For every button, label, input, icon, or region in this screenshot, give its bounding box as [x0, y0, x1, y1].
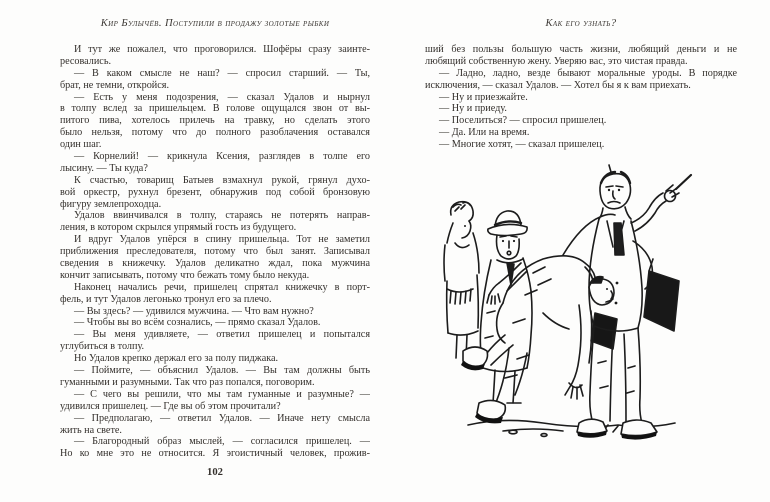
text-line: гуманными и разумными. Так что раз попался, поговорим. — [60, 376, 315, 388]
text-line: — Ну и приеду. — [439, 103, 507, 115]
text-line: жить на свете. — [60, 424, 122, 436]
text-line: было нельзя, потому что до полного разоблачения оставался — [60, 127, 370, 139]
page-left — [60, 0, 370, 502]
text-line: — Поймите, — объяснил Удалов. — Вы там должны быть — [74, 365, 370, 377]
text-line: Удалов ввинчивался в толпу, стараясь не потерять направ- — [74, 210, 370, 222]
right-text-column — [425, 44, 737, 151]
text-line: — Вы здесь? — удивился мужчина. — Что вам нужно? — [74, 305, 314, 317]
text-line: — Ну и приезжайте. — [439, 91, 528, 103]
text-line: фигуру землепроходца. — [60, 198, 162, 210]
running-head-left: Кир Булычёв. Поступили в продажу золотые рыбки — [100, 18, 330, 29]
text-line: И тут же пожалел, что проговорился. Шофёры сразу заинте- — [74, 44, 370, 55]
text-line: — Благородный образ мыслей, — согласился пришелец. — — [74, 436, 370, 448]
crowd-illustration-svg — [443, 163, 693, 455]
text-line: любящий собственную жену. Уверяю вас, это чистая правда. — [425, 55, 688, 67]
text-line: К счастью, товарищ Батыев взмахнул рукой, грянул духо- — [74, 174, 370, 186]
text-line: ший без пользы большую часть жизни, любящий деньги и не — [425, 44, 737, 55]
text-line: вой оркестр, рухнул брезент, обнаружив под собой бронзовую — [60, 186, 370, 198]
running-head-right: Как его узнать? — [545, 18, 617, 29]
text-line: фель, и тут Удалов легонько тронул его за плечо. — [60, 293, 272, 305]
text-line: — Чтобы вы во всём сознались, — прямо сказал Удалов. — [74, 317, 321, 329]
text-line: Но ко мне это не относится. Я эгоистичный человек, прожив- — [60, 448, 370, 460]
text-line: углубиться в толпу. — [60, 341, 145, 353]
text-line: ресовались. — [60, 55, 112, 67]
text-line: — Да. Или на время. — [439, 127, 530, 139]
text-line: — Ладно, ладно, везде бывают моральные уроды. В порядке — [439, 67, 737, 79]
text-line: — С чего вы решили, что мы там гуманные и разумные? — — [74, 388, 370, 400]
page-right — [425, 0, 737, 502]
text-line: — Корнелий! — крикнула Ксения, разглядев в толпе его — [74, 151, 370, 163]
text-line: — В каком смысле не наш? — спросил старший. — Ты, — [74, 67, 370, 79]
text-line: сведения в книжечку. Удалов деликатно ждал, пока мужчина — [60, 258, 370, 270]
text-line: — Есть у меня подозрения, — сказал Удалов и нырнул — [74, 91, 370, 103]
crowd-illustration — [443, 163, 693, 455]
text-line: питого пива, хотелось прилечь на травку, но сделать этого — [60, 115, 370, 127]
text-line: один шаг. — [60, 139, 102, 151]
text-line: — Предполагаю, — ответил Удалов. — Иначе нету смысла — [74, 412, 370, 424]
left-text-column — [60, 44, 370, 460]
text-line: — Вы меня удивляете, — ответил пришелец и попытался — [74, 329, 370, 341]
text-line: И вдруг Удалов упёрся в спину пришельца. Тот не заметил — [74, 234, 370, 246]
text-line: Но Удалов крепко держал его за полу пиджака. — [74, 353, 279, 365]
text-line: исключения, — сказал Удалов. — Хотел бы я к вам приехать. — [425, 79, 691, 91]
text-line: ления, в котором скрылся упрямый гость из будущего. — [60, 222, 297, 234]
text-line: лысину. — Ты куда? — [60, 162, 148, 174]
text-line: удивился пришелец. — Где вы об этом прочитали? — [60, 400, 281, 412]
text-line: — Многие хотят, — сказал пришелец. — [439, 139, 605, 151]
text-line: Наконец начались речи, пришелец спрятал книжечку в порт- — [74, 281, 370, 293]
text-line: брат, не темни, откройся. — [60, 79, 170, 91]
page-number: 102 — [207, 467, 223, 478]
text-line: — Поселиться? — спросил пришелец. — [439, 115, 607, 127]
text-line: кончит записывать, потому что бежать тому было некуда. — [60, 269, 310, 281]
text-line: приближения преследователя, потому что был занят. Записывал — [60, 246, 370, 258]
text-line: в толпу вслед за пришельцем. В голове ощущался звон от вы- — [60, 103, 370, 115]
